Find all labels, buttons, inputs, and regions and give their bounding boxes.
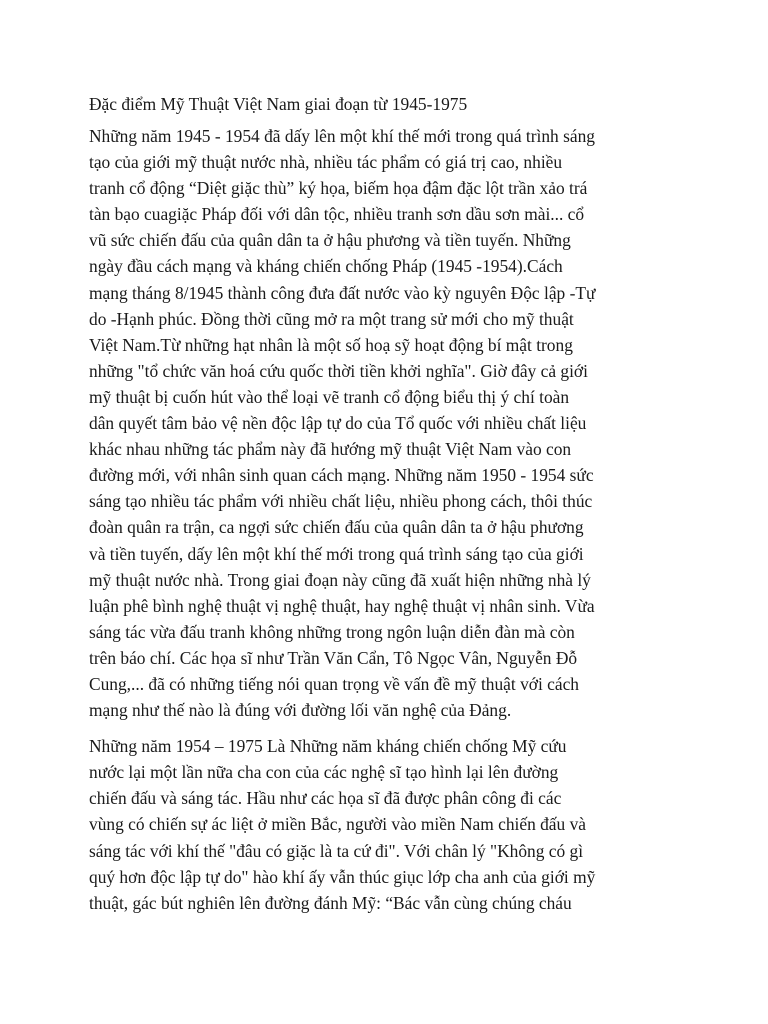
text-line: những "tổ chức văn hoá cứu quốc thời tiền khởi nghĩa". Giờ đây cả giới [89, 360, 588, 381]
text-line: chiến đấu và sáng tác. Hầu như các họa sĩ đã được phân công đi các [89, 788, 562, 809]
text-line: sáng tác vừa đấu tranh không những trong ngôn luận diễn đàn mà còn [89, 621, 575, 642]
text-line: quý hơn độc lập tự do" hào khí ấy vẫn thúc giục lớp cha anh của giới mỹ [89, 866, 596, 887]
text-line: vũ sức chiến đấu của quân dân ta ở hậu phương và tiền tuyến. Những [89, 230, 571, 251]
text-line: Những năm 1945 - 1954 đã dấy lên một khí thế mới trong quá trình sáng [89, 126, 595, 146]
text-line: đoàn quân ra trận, ca ngợi sức chiến đấu của quân dân ta ở hậu phương [89, 517, 584, 538]
text-line: trên báo chí. Các họa sĩ như Trần Văn Cẩn, Tô Ngọc Vân, Nguyễn Đỗ [89, 647, 578, 668]
document-body [89, 91, 693, 916]
text-line: mỹ thuật nước nhà. Trong giai đoạn này cũng đã xuất hiện những nhà lý [89, 569, 591, 590]
text-line: Những năm 1954 – 1975 Là Những năm kháng chiến chống Mỹ cứu [89, 736, 567, 757]
text-line: luận phê bình nghệ thuật vị nghệ thuật, hay nghệ thuật vị nhân sinh. Vừa [89, 595, 595, 616]
text-line: đường mới, với nhân sinh quan cách mạng. Những năm 1950 - 1954 sức [89, 465, 594, 486]
text-line: tranh cổ động “Diệt giặc thù” ký họa, biếm họa đậm đặc lột trần xảo trá [89, 178, 588, 199]
text-line: mạng như thế nào là đúng với đường lối văn nghệ của Đảng. [89, 700, 512, 721]
text-line: dân quyết tâm bảo vệ nền độc lập tự do của Tổ quốc với nhiều chất liệu [89, 413, 587, 434]
text-line: tạo của giới mỹ thuật nước nhà, nhiều tác phẩm có giá trị cao, nhiều [89, 152, 563, 173]
text-line: tàn bạo cuagiặc Pháp đối với dân tộc, nhiều tranh sơn dầu sơn mài... cổ [89, 204, 585, 225]
paragraph-1945-1954 [89, 123, 693, 723]
paragraph-1954-1975 [89, 733, 693, 916]
document-title: Đặc điểm Mỹ Thuật Việt Nam giai đoạn từ 1945-1975 [89, 94, 468, 114]
text-line: mỹ thuật bị cuốn hút vào thể loại vẽ tranh cổ động biểu thị ý chí toàn [89, 386, 570, 407]
text-line: mạng tháng 8/1945 thành công đưa đất nước vào kỳ nguyên Độc lập -Tự [89, 282, 596, 303]
text-line: thuật, gác bút nghiên lên đường đánh Mỹ: “Bác vẫn cùng chúng cháu [89, 892, 572, 913]
text-line: sáng tạo nhiều tác phẩm với nhiều chất liệu, nhiều phong cách, thôi thúc [89, 491, 593, 512]
text-line: Cung,... đã có những tiếng nói quan trọng về vấn đề mỹ thuật với cách [89, 673, 579, 694]
text-line: Việt Nam.Từ những hạt nhân là một số hoạ sỹ hoạt động bí mật trong [89, 334, 573, 355]
text-line: vùng có chiến sự ác liệt ở miền Bắc, người vào miền Nam chiến đấu và [89, 814, 586, 835]
text-line: ngày đầu cách mạng và kháng chiến chống Pháp (1945 -1954).Cách [89, 256, 563, 277]
text-line: do -Hạnh phúc. Đồng thời cũng mở ra một trang sử mới cho mỹ thuật [89, 308, 574, 329]
text-line: và tiền tuyến, dấy lên một khí thế mới trong quá trình sáng tạo của giới [89, 543, 584, 564]
text-line: sáng tác với khí thế "đâu có giặc là ta cứ đi". Với chân lý "Không có gì [89, 840, 584, 861]
text-line: khác nhau những tác phẩm này đã hướng mỹ thuật Việt Nam vào con [89, 439, 572, 460]
text-line: nước lại một lần nữa cha con của các nghệ sĩ tạo hình lại lên đường [89, 762, 559, 783]
